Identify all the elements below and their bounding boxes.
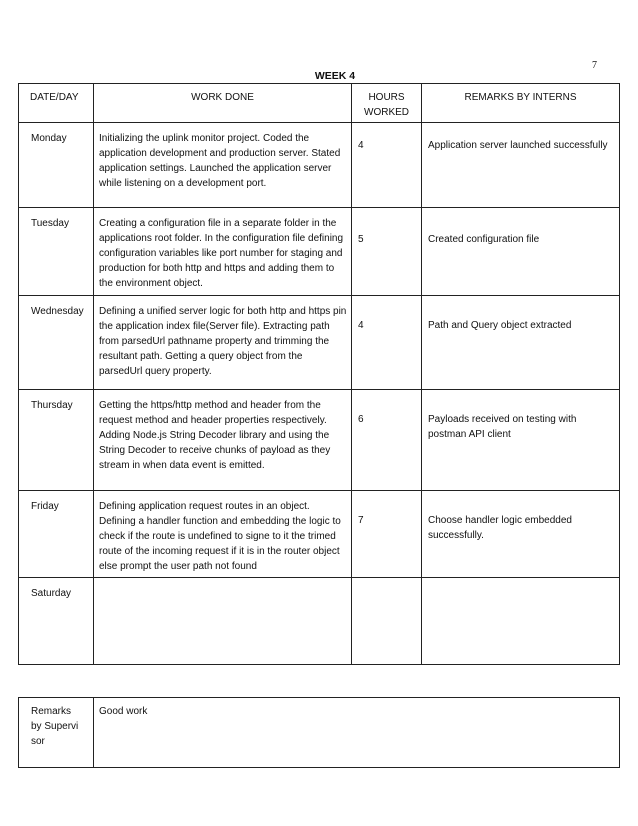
table-row-thursday (19, 390, 620, 491)
work-cell: Initializing the uplink monitor project. Coded the application development and production server. Stated application settings. Launched the application server while listening on a development port. (94, 123, 352, 208)
header-work-done: WORK DONE (94, 84, 352, 123)
table-row-monday (19, 123, 620, 208)
week-title: WEEK 4 (314, 70, 356, 82)
hours-cell (352, 578, 422, 665)
work-cell: Creating a configuration file in a separate folder in the applications root folder. In the configuration file defining configuration variables like port number for staging and production for both http and https and adding them to the environment object. (94, 208, 352, 296)
work-cell (94, 578, 352, 665)
hours-cell: 6 (352, 390, 422, 491)
header-remarks-by-interns: REMARKS BY INTERNS (422, 84, 620, 123)
day-cell: Thursday (19, 390, 94, 491)
remark-cell: Payloads received on testing with postman API client (422, 390, 620, 491)
weekly-log-table (18, 83, 620, 665)
remark-cell: Created configuration file (422, 208, 620, 296)
remark-cell: Choose handler logic embedded successfully. (422, 491, 620, 578)
remark-cell (422, 578, 620, 665)
day-cell: Wednesday (19, 296, 94, 390)
table-row-tuesday (19, 208, 620, 296)
header-date-day: DATE/DAY (19, 84, 94, 123)
header-hours-worked: HOURS WORKED (352, 84, 422, 123)
supervisor-remarks-table (18, 697, 620, 768)
table-header-row (19, 84, 620, 123)
supervisor-remarks-row (19, 698, 620, 768)
day-cell: Saturday (19, 578, 94, 665)
hours-cell: 7 (352, 491, 422, 578)
table-row-wednesday (19, 296, 620, 390)
supervisor-remarks-label: Remarks by Supervisor (19, 698, 94, 768)
work-cell: Defining a unified server logic for both http and https pin the application index file(Server file). Extracting path from parsedUrl pathname property and trimming the resultant path. Getting a query object from the parsedUrl query property. (94, 296, 352, 390)
day-cell: Friday (19, 491, 94, 578)
remark-cell: Application server launched successfully (422, 123, 620, 208)
hours-cell: 4 (352, 296, 422, 390)
work-cell: Defining application request routes in an object. Defining a handler function and embedding the logic to check if the route is undefined to signe to it the trimed route of the incoming request if it is in the router object else prompt the user path not found (94, 491, 352, 578)
page-number: 7 (592, 60, 597, 71)
table-row-saturday (19, 578, 620, 665)
day-cell: Monday (19, 123, 94, 208)
hours-cell: 4 (352, 123, 422, 208)
table-row-friday (19, 491, 620, 578)
supervisor-remarks-value: Good work (94, 698, 620, 768)
work-cell: Getting the https/http method and header from the request method and header properties respectively. Adding Node.js String Decoder library and using the String Decoder to receive chunks of payload as they stream in when data event is emitted. (94, 390, 352, 491)
day-cell: Tuesday (19, 208, 94, 296)
remark-cell: Path and Query object extracted (422, 296, 620, 390)
hours-cell: 5 (352, 208, 422, 296)
